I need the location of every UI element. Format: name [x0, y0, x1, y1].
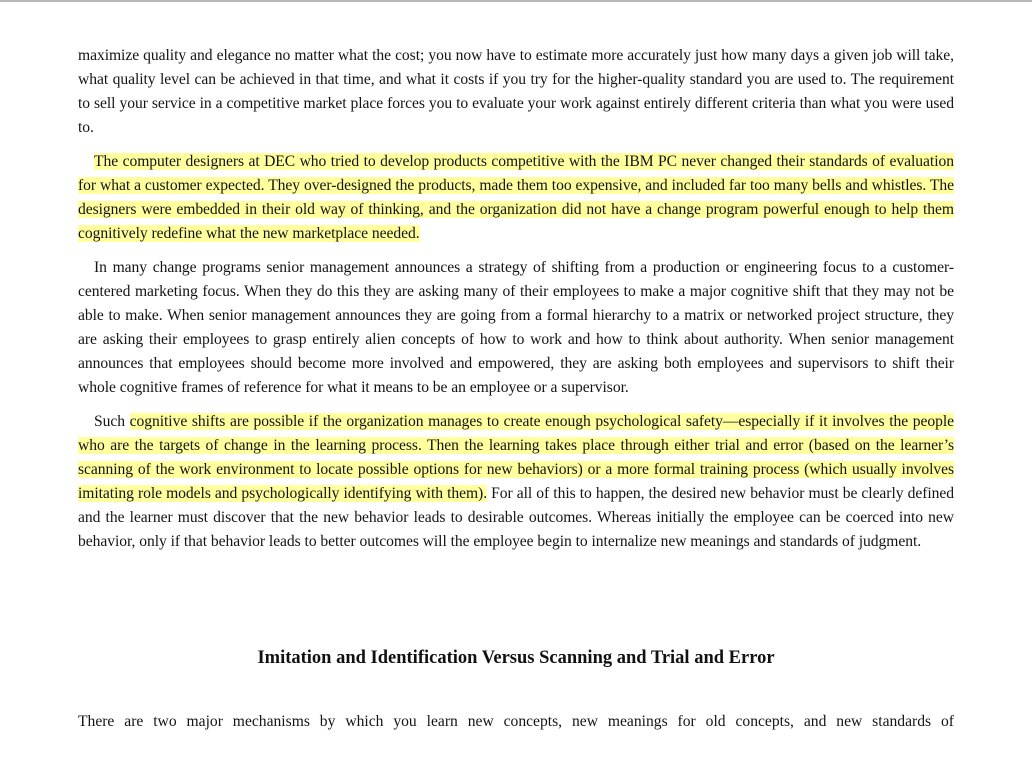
- text-run: Such: [94, 413, 130, 430]
- section-heading: Imitation and Identification Versus Scanning and Trial and Error: [257, 648, 775, 668]
- paragraph: [78, 44, 954, 140]
- highlighted-text: cognitive shifts are possible if the organization manages to create enough psychological safety—especially if it involves the people who are the targets of change in the learning process. Then the learning takes place through either trial and error (based on the learner’s scanning of the work environment to locate possible options for new behaviors) or a more formal training process (which usually involves imitating role models and psychologically identifying with them).: [78, 413, 954, 502]
- paragraph: [78, 256, 954, 400]
- text-run: In many change programs senior management announces a strategy of shifting from a production or engineering focus to a customer-centered marketing focus. When they do this they are asking many of their employees to make a major cognitive shift that they may not be able to make. When senior management announces they are going from a formal hierarchy to a matrix or networked project structure, they are asking their employees to grasp entirely alien concepts of how to work and how to think about authority. When senior management announces that employees should become more involved and empowered, they are asking both employees and supervisors to shift their whole cognitive frames of reference for what it means to be an employee or a supervisor.: [78, 259, 954, 396]
- paragraph: [78, 150, 954, 246]
- section-paragraph: There are two major mechanisms by which you learn new concepts, new meanings for old concepts, and new standards of: [78, 713, 954, 730]
- text-run: For all of this to happen, the desired new behavior must be clearly defined and the learner must discover that the new behavior leads to desirable outcomes. Whereas initially the employee can be coerced into new behavior, only if that behavior leads to better outcomes will the employee begin to internalize new meanings and standards of judgment.: [78, 485, 954, 550]
- text-run: maximize quality and elegance no matter what the cost; you now have to estimate more accurately just how many days a given job will take, what quality level can be achieved in that time, and what it costs if you try for the higher-quality standard you are used to. The requirement to sell your service in a competitive market place forces you to evaluate your work against entirely different criteria than what you were used to.: [78, 47, 954, 136]
- document-body: [78, 44, 954, 564]
- highlighted-text: The computer designers at DEC who tried to develop products competitive with the IBM PC never changed their standards of evaluation for what a customer expected. They over-designed the products, made them too expensive, and included far too many bells and whistles. The designers were embedded in their old way of thinking, and the organization did not have a change program powerful enough to help them cognitively redefine what the new marketplace needed.: [78, 153, 954, 242]
- paragraph: [78, 410, 954, 554]
